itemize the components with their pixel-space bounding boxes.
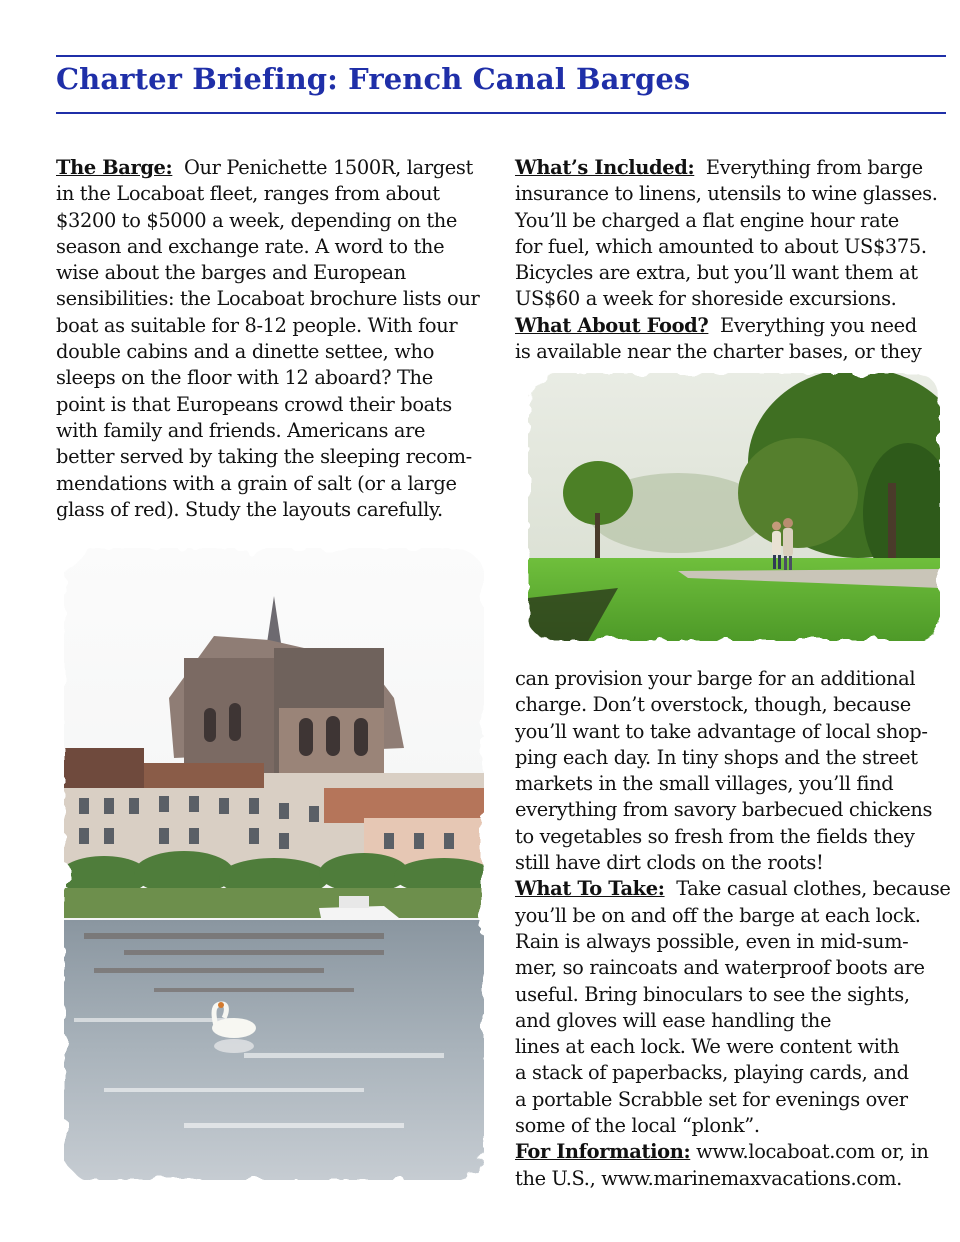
text-line: a portable Scrabble set for evenings over <box>515 1087 908 1111</box>
barge-heading: The Barge: <box>56 156 173 179</box>
text-line: sleeps on the floor with 12 aboard? The <box>56 366 433 390</box>
take-heading: What To Take: <box>515 877 665 901</box>
food-heading: What About Food? <box>515 313 709 337</box>
text-line: sensibilities: the Locaboat brochure lists our <box>56 287 480 311</box>
text-line: useful. Bring binoculars to see the sights, <box>515 982 910 1006</box>
info-heading: For Information: <box>515 1140 691 1164</box>
text-line: lines at each lock. We were content with <box>515 1035 900 1059</box>
article-title: Charter Briefing: French Canal Barges <box>56 62 691 96</box>
included-and-food-section <box>515 155 945 365</box>
text-line <box>515 155 945 181</box>
text-line: and gloves will ease handling the <box>515 1008 832 1032</box>
text-line: point is that Europeans crowd their boats <box>56 392 452 416</box>
text-line: to vegetables so fresh from the fields they <box>515 824 915 848</box>
text-line: the U.S., www.marinemaxvacations.com. <box>515 1166 902 1190</box>
text-line: US$60 a week for shoreside excursions. <box>515 287 897 311</box>
food-take-info-section <box>515 666 951 1192</box>
text-line: you’ll want to take advantage of local shop- <box>515 719 928 743</box>
text-line-content: Everything from barge <box>705 156 923 179</box>
top-rule <box>56 55 946 57</box>
abbey-river-swan-illustration <box>64 548 484 1180</box>
text-line: glass of red). Study the layouts carefully. <box>56 497 443 521</box>
text-line: is available near the charter bases, or they <box>515 340 922 364</box>
text-line: Bicycles are extra, but you’ll want them at <box>515 261 918 285</box>
text-line <box>515 313 945 339</box>
text-line: can provision your barge for an additional <box>515 667 916 690</box>
text-line: everything from savory barbecued chickens <box>515 798 933 822</box>
text-line: You’ll be charged a flat engine hour rate <box>515 208 899 232</box>
text-line: insurance to linens, utensils to wine glasses. <box>515 182 938 206</box>
text-line <box>515 876 951 902</box>
text-line: for fuel, which amounted to about US$375. <box>515 234 927 258</box>
text-line-content: Our Penichette 1500R, largest <box>183 156 473 179</box>
text-line: markets in the small villages, you’ll find <box>515 772 894 796</box>
title-underline-rule <box>56 112 946 114</box>
text-line: $3200 to $5000 a week, depending on the <box>56 208 458 232</box>
text-line: boat as suitable for 8-12 people. With four <box>56 313 458 337</box>
text-line: double cabins and a dinette settee, who <box>56 340 435 364</box>
text-line <box>56 155 490 181</box>
text-line: better served by taking the sleeping recom- <box>56 445 472 469</box>
text-line-content: www.locaboat.com or, in <box>696 1140 929 1164</box>
text-line <box>515 1139 945 1165</box>
text-line: with family and friends. Americans are <box>56 418 426 442</box>
barge-section <box>56 155 490 523</box>
text-line: still have dirt clods on the roots! <box>515 851 824 875</box>
text-line: mer, so raincoats and waterproof boots are <box>515 956 925 980</box>
text-line: season and exchange rate. A word to the <box>56 234 445 258</box>
text-line: Rain is always possible, even in mid-sum- <box>515 929 909 953</box>
text-line: ping each day. In tiny shops and the street <box>515 745 918 769</box>
text-line: you’ll be on and off the barge at each lock. <box>515 903 921 927</box>
text-line-content: Everything you need <box>720 313 917 337</box>
couple-walking-path-illustration <box>528 373 940 641</box>
text-line: some of the local “plonk”. <box>515 1114 760 1138</box>
couple-walking-path-photo <box>528 373 940 641</box>
text-line-content: Take casual clothes, because <box>676 877 951 901</box>
text-line: wise about the barges and European <box>56 261 406 285</box>
text-line: mendations with a grain of salt (or a large <box>56 471 457 495</box>
included-heading: What’s Included: <box>515 156 695 179</box>
abbey-river-swan-photo <box>64 548 484 1180</box>
text-line: a stack of paperbacks, playing cards, and <box>515 1061 909 1085</box>
text-line: charge. Don’t overstock, though, because <box>515 693 911 717</box>
text-line: in the Locaboat fleet, ranges from about <box>56 182 440 206</box>
